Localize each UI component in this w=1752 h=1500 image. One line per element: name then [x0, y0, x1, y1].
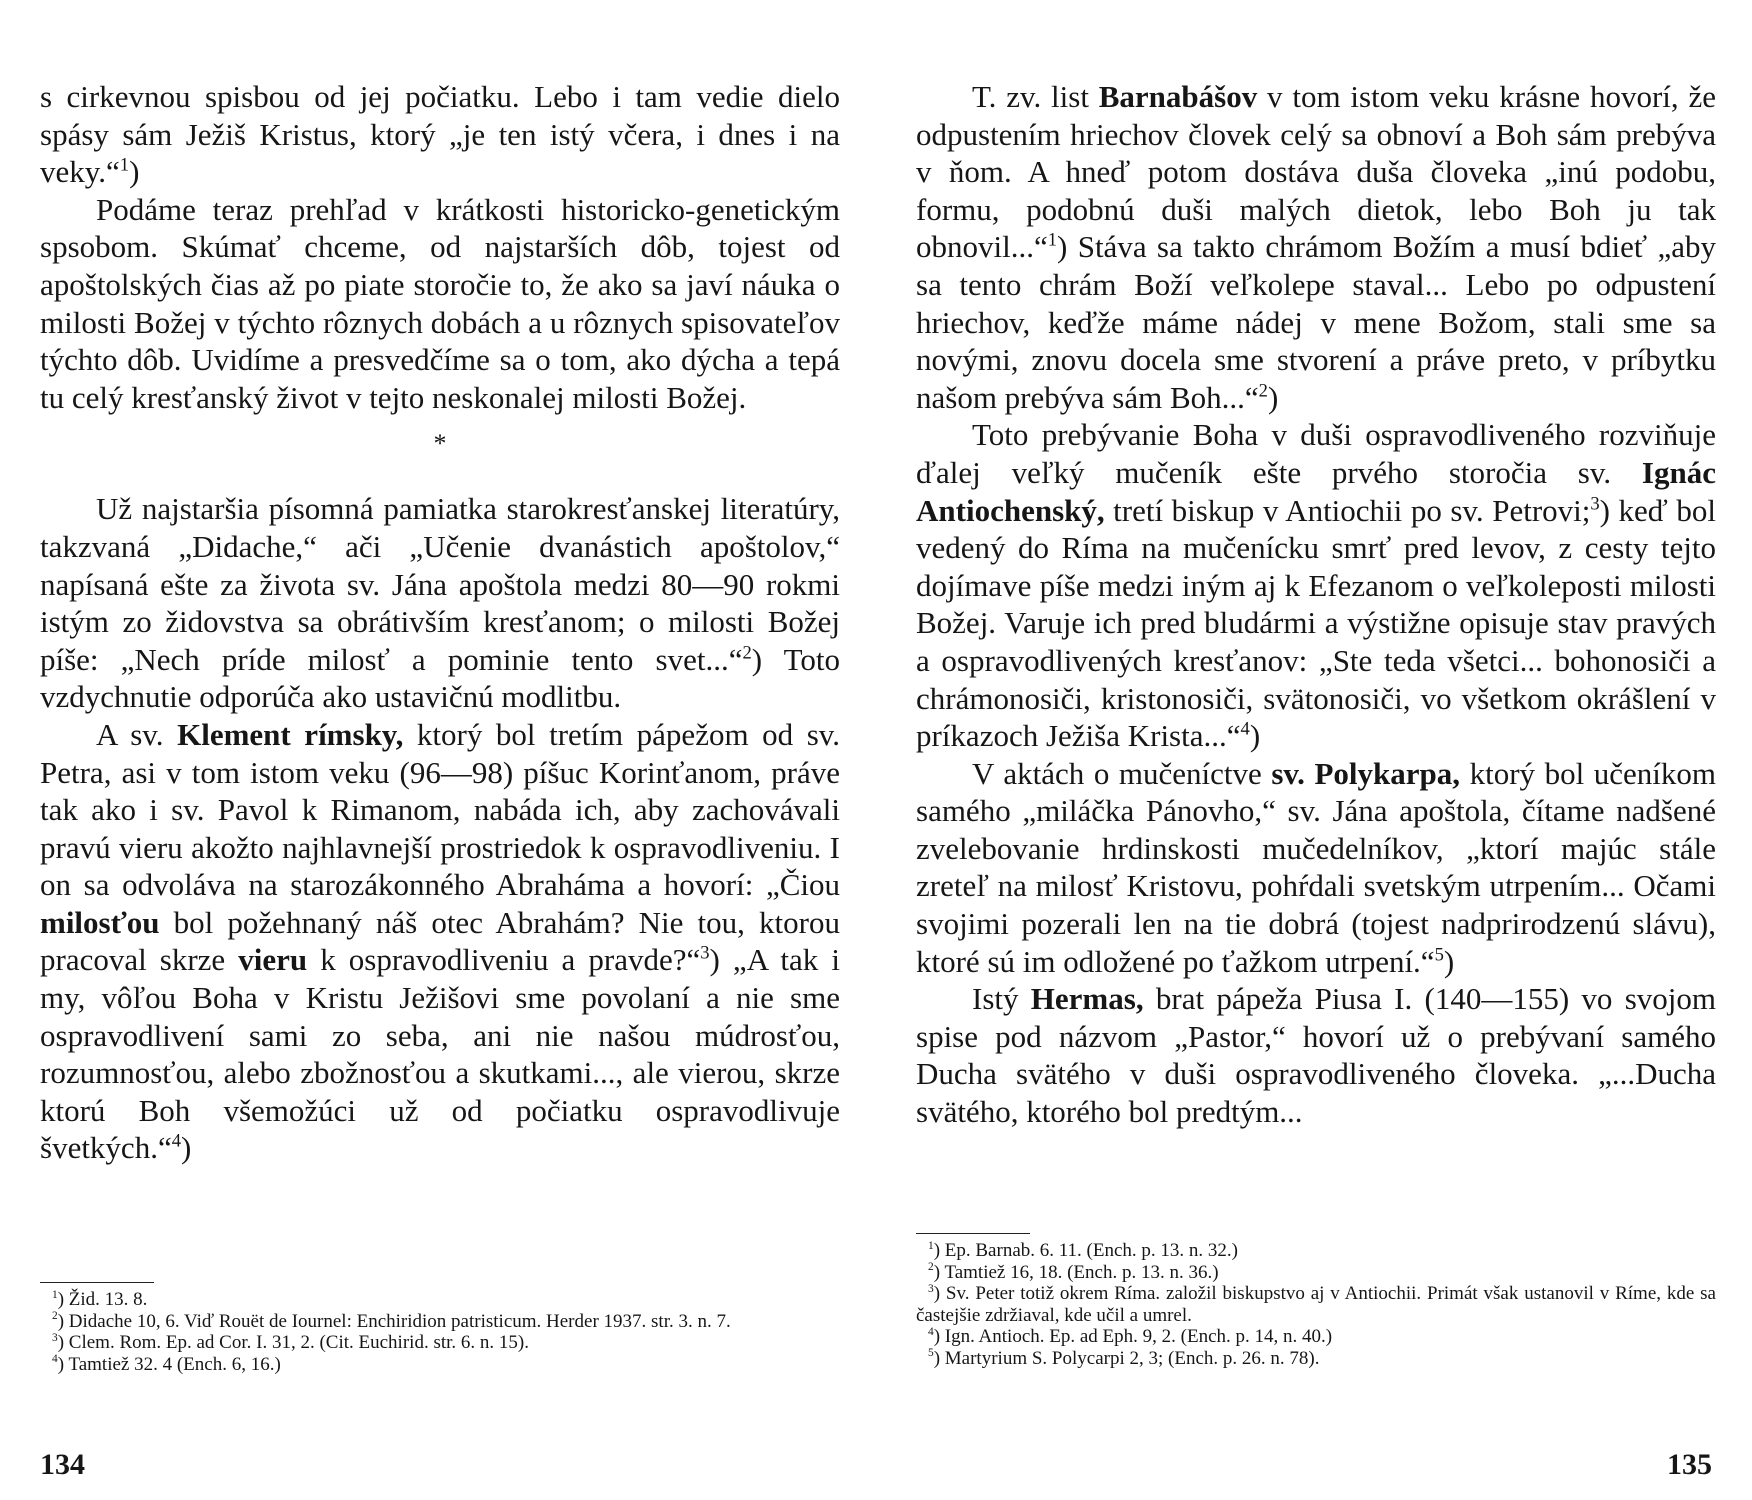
footnote — [40, 1289, 840, 1311]
page-number: 134 — [40, 1448, 85, 1481]
section-separator: * — [433, 429, 447, 459]
footnote — [40, 1332, 840, 1354]
footnote-text: Žid. 13. 8. — [68, 1289, 148, 1310]
body-paragraph — [40, 716, 840, 1167]
text-run: Toto prebývanie Boha v duši ospravodliveného rozviňuje ďalej veľký mučeník ešte prvého storočia sv. — [916, 417, 1716, 490]
footnote-mark: 2 — [52, 1310, 58, 1323]
footnote-rule — [40, 1282, 154, 1283]
text-run: s cirkevnou spisbou od jej počiatku. Lebo i tam vedie dielo spásy sám Ježiš Kristus, ktorý „je ten istý včera, i dnes i na veky.“ — [40, 79, 840, 190]
body-paragraph — [916, 78, 1716, 416]
footnote — [916, 1262, 1716, 1284]
emphasized-name: Klement rímsky, — [177, 716, 404, 752]
text-run: ) — [181, 1130, 192, 1166]
text-run: k ospravodliveniu a pravde?“ — [307, 942, 701, 978]
text-run: v tom istom veku krásne hovorí, že odpustením hriechov človek celý sa obnoví a Boh sám prebýva v ňom. A hneď potom dostáva duša človeka „inú podobu, formu, podobnú duši malých dietok, lebo Boh ju tak obnovil...“ — [916, 79, 1716, 265]
text-run: ktorý bol tretím pápežom od sv. Petra, asi v tom istom veku (96—98) píšuc Korinťanom, práve tak ako i sv. Pavol k Rimanom, nabáda ich, aby zachovávali pravú vieru akožto najhlavnejší prostriedok k ospravodliveniu. I on sa odvoláva na starozákonného Abraháma a hovorí: „Čiou — [40, 716, 840, 903]
footnote-reference: 5 — [1434, 944, 1444, 966]
body-paragraph — [40, 490, 840, 716]
text-run: ) keď bol vedený do Ríma na mučenícku smrť pred levov, z cesty tejto dojímave píše medzi iným aj k Efezanom o veľkoleposti milosti Božej. Varuje ich pred bludármi a výstižne opisuje stav pravých a ospravodlivených kresťanov: „Ste teda všetci... bohonosiči a chrámonosiči, kristonosiči, svätonosiči, vo všetkom okrášlení v príkazoch Ježiša Krista...“ — [916, 492, 1716, 754]
text-run: tretí biskup v Antiochii po sv. Petrovi; — [1104, 492, 1591, 528]
body-paragraph — [916, 416, 1716, 754]
footnote-mark-paren: ) — [933, 1261, 945, 1283]
emphasized-name: sv. Polykarpa, — [1271, 755, 1461, 791]
footnote-text: Tamtiež 16, 18. (Ench. p. 13. n. 36.) — [944, 1261, 1219, 1283]
footnote-mark: 3 — [928, 1282, 934, 1295]
footnote-reference: 4 — [171, 1131, 182, 1153]
footnote-mark: 5 — [928, 1347, 934, 1360]
text-run: brat pápeža Piusa I. (140—155) vo svojom spise pod názvom „Pastor,“ hovorí už o prebývaní samého Ducha svätého v duši ospravodliveného človeka. „...Ducha svätého, ktorého bol predtým... — [916, 981, 1717, 1130]
emphasized-name: Ignác Antiochenský, — [916, 454, 1716, 528]
footnote-mark-paren: ) — [933, 1326, 945, 1347]
footnote — [40, 1311, 840, 1333]
footnote-mark-paren: ) — [57, 1332, 69, 1353]
text-run: ) — [129, 154, 140, 190]
footnote-mark-paren: ) — [933, 1240, 945, 1261]
footnote-mark: 1 — [52, 1288, 58, 1301]
footnote-text: Sv. Peter totiž okrem Ríma. založil biskupstvo aj v Antiochii. Primát však ustanovil v Ríme, kde sa častejšie zdržiaval, kde učil a umrel. — [916, 1283, 1716, 1326]
footnote-text: Ep. Barnab. 6. 11. (Ench. p. 13. n. 32.) — [944, 1240, 1238, 1261]
footnote-reference: 2 — [742, 642, 752, 664]
footnote-mark-paren: ) — [57, 1289, 69, 1310]
footnote-reference: 1 — [1047, 230, 1058, 252]
text-run: ) „A tak i my, vôľou Boha v Kristu Ježišovi sme povolaní a nie sme ospravodlivení sami zo seba, ani nie našou múdrosťou, rozumnosťou, alebo zbožnosťou a skutkami..., ale vierou, skrze ktorú Boh všemožúci už od počiatku ospravodlivuje švetkých.“ — [40, 942, 840, 1166]
footnote-rule — [916, 1233, 1030, 1234]
footnote-text: Ign. Antioch. Ep. ad Eph. 9, 2. (Ench. p. 14, n. 40.) — [944, 1326, 1333, 1347]
text-run: ) — [1267, 379, 1279, 415]
right-footnotes — [916, 1233, 1716, 1369]
right-page — [876, 0, 1752, 1500]
text-run: V aktách o mučeníctve — [972, 755, 1272, 791]
footnote-mark: 2 — [928, 1261, 934, 1274]
text-run: ) Stáva sa takto chrámom Božím a musí bdieť „aby sa tento chrám Boží veľkolepe staval... Lebo po odpustení hriechov, keďže máme nádej v mene Božom, stali sme sa novými, znovu docela sme stvorení a práve preto, v príbytku našom prebýva sám Boh...“ — [916, 229, 1716, 415]
footnote — [916, 1348, 1716, 1370]
page-number: 135 — [1667, 1448, 1712, 1481]
footnote-mark: 4 — [52, 1353, 58, 1366]
footnote-mark: 1 — [928, 1239, 934, 1252]
footnote-text: Tamtiež 32. 4 (Ench. 6, 16.) — [68, 1353, 281, 1375]
footnote — [916, 1283, 1716, 1326]
footnote-reference: 3 — [1590, 493, 1600, 515]
footnote-text: Martyrium S. Polycarpi 2, 3; (Ench. p. 26. n. 78). — [944, 1347, 1320, 1369]
footnote-mark-paren: ) — [57, 1353, 69, 1375]
text-run: Podáme teraz prehľad v krátkosti historicko-genetickým spsobom. Skúmať chceme, od najstarších dôb, tojest od apoštolských čias až po piate storočie to, že ako sa javí náuka o milosti Božej v týchto rôznych dobách a u rôznych spisovateľov týchto dôb. Uvidíme a presvedčíme sa o tom, ako dýcha a tepá tu celý kresťanský život v tejto neskonalej milosti Božej. — [40, 191, 840, 415]
text-run: Istý — [972, 981, 1031, 1017]
text-run: ktorý bol učeníkom samého „miláčka Pánovho,“ sv. Jána apoštola, čítame nadšené zvelebovanie hrdinskosti mučedelníkov, „ktorí majúc stále zreteľ na milosť Kristovu, pohŕdali svetským utrpením... Očami svojimi pozerali len na tie dobrá (tojest nadprirodzenú slávu), ktoré sú im odložené po ťažkom utrpení.“ — [916, 755, 1716, 979]
right-text-column — [916, 78, 1716, 1131]
text-run: ) Toto vzdychnutie odporúča ako ustavičnú modlitbu. — [40, 641, 841, 715]
footnote-mark-paren: ) — [57, 1310, 69, 1332]
emphasized-name: Hermas, — [1030, 981, 1144, 1017]
footnote-text: Clem. Rom. Ep. ad Cor. I. 31, 2. (Cit. Euchirid. str. 6. n. 15). — [68, 1332, 529, 1353]
footnote-reference: 2 — [1258, 380, 1268, 402]
left-footnotes — [40, 1282, 840, 1375]
text-run: ) — [1443, 943, 1455, 979]
text-run: bol požehnaný náš otec Abrahám? Nie tou, ktorou pracoval skrze — [40, 904, 840, 978]
footnote-mark-paren: ) — [933, 1283, 946, 1304]
emphasized-name: Barnabášov — [1098, 79, 1258, 114]
text-run: A sv. — [96, 716, 178, 752]
body-paragraph — [916, 755, 1716, 981]
footnote-reference: 3 — [700, 943, 710, 965]
footnote-mark: 3 — [52, 1331, 58, 1344]
text-run: Už najstaršia písomná pamiatka starokresťanskej literatúry, takzvaná „Didache,“ ači „Učenie dvanástich apoštolov,“ napísaná ešte za života sv. Jána apoštola medzi 80—90 rokmi istým zo židovstva sa obrátivším kresťanom; o milosti Božej píše: „Nech príde milosť a pominie tento svet...“ — [40, 491, 840, 677]
footnote-reference: 1 — [119, 154, 130, 176]
footnote — [916, 1326, 1716, 1348]
text-run: T. zv. list — [972, 79, 1099, 114]
text-run: ) — [1249, 718, 1261, 754]
footnote-mark-paren: ) — [933, 1347, 945, 1369]
left-text-column — [40, 78, 840, 1167]
footnote-text: Didache 10, 6. Viď Rouët de Iournel: Enchiridion patristicum. Herder 1937. str. 3. n. 7. — [68, 1310, 731, 1332]
footnote — [916, 1240, 1716, 1262]
footnote-reference: 4 — [1240, 718, 1250, 740]
emphasized-name: vieru — [238, 942, 308, 978]
footnote-mark: 4 — [928, 1325, 934, 1338]
emphasized-name: milosťou — [40, 904, 160, 940]
body-paragraph — [40, 191, 840, 417]
body-paragraph — [40, 78, 840, 191]
body-paragraph — [916, 980, 1716, 1130]
footnote — [40, 1354, 840, 1376]
